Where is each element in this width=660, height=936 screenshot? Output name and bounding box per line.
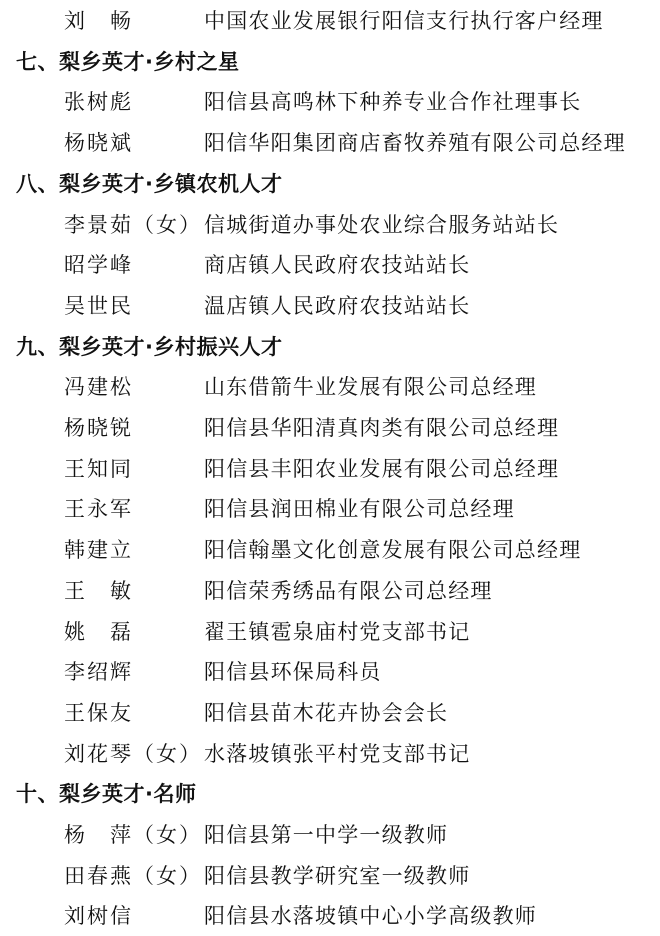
honoree-entry — [0, 612, 660, 652]
honoree-name: 杨 萍（女） — [64, 823, 202, 847]
honoree-title: 阳信县华阳清真肉类有限公司总经理 — [204, 416, 560, 440]
honoree-entry — [0, 449, 660, 489]
honoree-name: 姚 磊 — [64, 619, 133, 644]
honoree-title: 阳信县丰阳农业发展有限公司总经理 — [204, 456, 560, 481]
honoree-entry — [0, 896, 660, 936]
honoree-name: 王永军 — [64, 497, 133, 522]
honoree-entry — [0, 1, 660, 41]
honoree-entry — [0, 367, 660, 407]
honoree-name: 李绍辉 — [64, 660, 133, 685]
honoree-name: 张树彪 — [64, 90, 133, 115]
honoree-title: 阳信县教学研究室一级教师 — [204, 863, 471, 888]
honoree-name: 杨晓锐 — [64, 416, 133, 440]
honoree-title: 商店镇人民政府农技站站长 — [204, 253, 471, 278]
section-heading: 八、梨乡英才·乡镇农机人才 — [16, 171, 283, 196]
honoree-entry — [0, 571, 660, 611]
honoree-title: 阳信县苗木花卉协会会长 — [204, 700, 449, 725]
honoree-title: 阳信县润田棉业有限公司总经理 — [204, 497, 515, 522]
honoree-entry — [0, 693, 660, 733]
section-heading: 七、梨乡英才·乡村之星 — [16, 49, 240, 74]
honoree-name: 韩建立 — [64, 538, 133, 563]
honoree-entry — [0, 489, 660, 529]
honoree-entry — [0, 652, 660, 692]
honoree-title: 阳信县环保局科员 — [204, 660, 382, 685]
honoree-name: 刘 畅 — [64, 9, 133, 33]
honoree-entry — [0, 408, 660, 448]
honoree-title: 阳信县水落坡镇中心小学高级教师 — [204, 904, 537, 929]
section-heading: 十、梨乡英才·名师 — [16, 782, 197, 807]
honoree-entry — [0, 205, 660, 245]
honoree-title: 中国农业发展银行阳信支行执行客户经理 — [204, 9, 604, 33]
honoree-entry — [0, 245, 660, 285]
honoree-title: 阳信翰墨文化创意发展有限公司总经理 — [204, 538, 582, 563]
honoree-name: 昭学峰 — [64, 253, 133, 278]
honoree-title: 翟王镇雹泉庙村党支部书记 — [204, 619, 471, 644]
honoree-name: 刘树信 — [64, 904, 133, 929]
honoree-name: 吴世民 — [64, 293, 133, 318]
honoree-name: 王保友 — [64, 700, 133, 725]
honoree-title: 阳信县第一中学一级教师 — [204, 823, 449, 847]
honoree-title: 山东借箭牛业发展有限公司总经理 — [204, 375, 537, 400]
honoree-title: 阳信县高鸣林下种养专业合作社理事长 — [204, 90, 582, 115]
honoree-entry — [0, 82, 660, 122]
honoree-title: 阳信荣秀绣品有限公司总经理 — [204, 578, 493, 603]
honoree-title: 水落坡镇张平村党支部书记 — [204, 741, 471, 766]
honoree-entry — [0, 856, 660, 896]
honoree-title: 阳信华阳集团商店畜牧养殖有限公司总经理 — [204, 131, 626, 156]
honoree-title: 温店镇人民政府农技站站长 — [204, 293, 471, 318]
honoree-name: 王知同 — [64, 456, 133, 481]
honoree-name: 王 敏 — [64, 578, 133, 603]
honoree-entry — [0, 530, 660, 570]
honoree-entry — [0, 734, 660, 774]
honoree-entry — [0, 123, 660, 163]
honoree-name: 李景茹（女） — [64, 212, 202, 237]
honoree-entry — [0, 815, 660, 855]
honoree-name: 田春燕（女） — [64, 863, 202, 888]
honoree-entry — [0, 286, 660, 326]
honoree-name: 刘花琴（女） — [64, 741, 202, 766]
section-heading: 九、梨乡英才·乡村振兴人才 — [16, 334, 283, 359]
honoree-title: 信城街道办事处农业综合服务站站长 — [204, 212, 560, 237]
honoree-name: 冯建松 — [64, 375, 133, 400]
honoree-name: 杨晓斌 — [64, 131, 133, 156]
